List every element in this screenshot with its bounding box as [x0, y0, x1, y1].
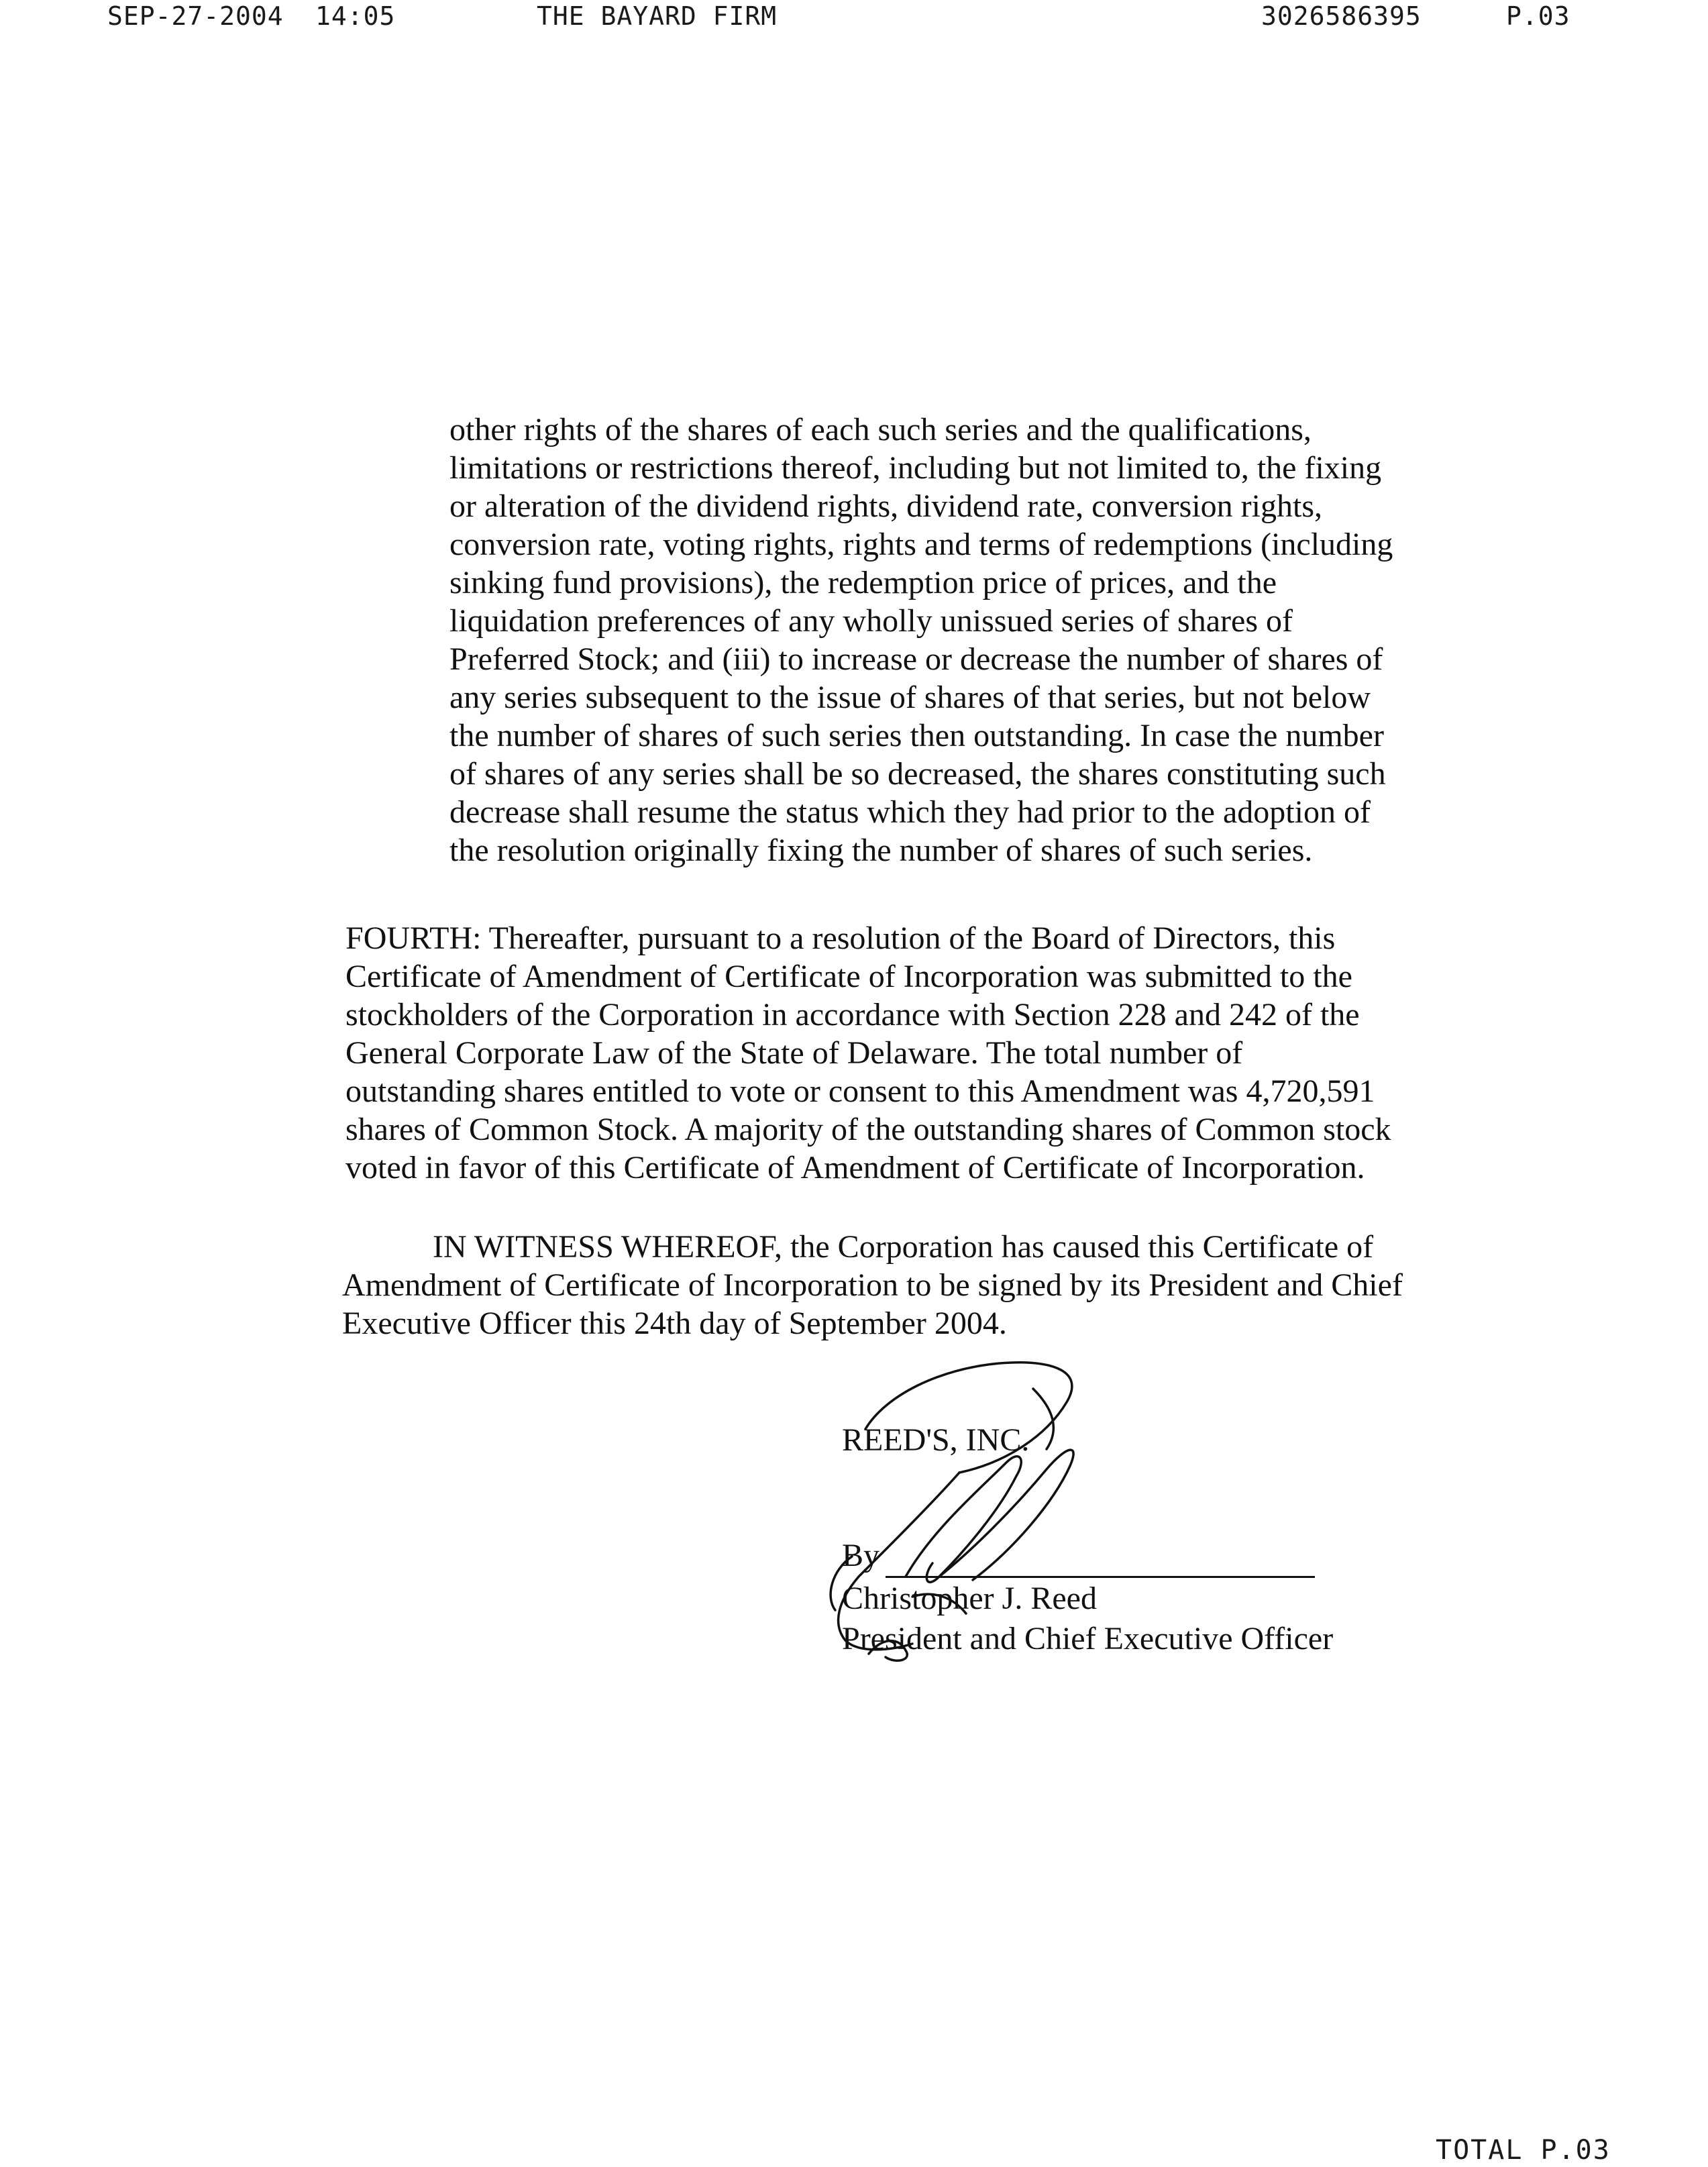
- company-name: REED'S, INC.: [842, 1422, 1030, 1458]
- paragraph-line: or alteration of the dividend rights, dividend rate, conversion rights,: [449, 488, 1323, 524]
- paragraph-line: Executive Officer this 24th day of September 2004.: [342, 1306, 1007, 1341]
- paragraph-line: Certificate of Amendment of Certificate of Incorporation was submitted to the: [345, 959, 1352, 994]
- signer-title: President and Chief Executive Officer: [842, 1621, 1334, 1656]
- witness-paragraph: [342, 1228, 1483, 1342]
- fax-total-pages: TOTAL P.03: [1436, 2135, 1611, 2166]
- paragraph-line: the number of shares of such series then outstanding. In case the number: [449, 718, 1384, 753]
- paragraph-line: shares of Common Stock. A majority of the outstanding shares of Common stock: [345, 1112, 1391, 1147]
- handwritten-signature-icon: [805, 1355, 1154, 1664]
- paragraph-line: IN WITNESS WHEREOF, the Corporation has caused this Certificate of: [433, 1229, 1374, 1265]
- paragraph-line: liquidation preferences of any wholly unissued series of shares of: [449, 603, 1293, 639]
- fax-time: 14:05: [315, 1, 396, 31]
- paragraph-line: of shares of any series shall be so decreased, the shares constituting such: [449, 756, 1386, 792]
- by-label: By: [842, 1538, 880, 1573]
- paragraph-line: stockholders of the Corporation in accordance with Section 228 and 242 of the: [345, 997, 1360, 1033]
- fax-header: [0, 0, 1708, 40]
- paragraph-line: other rights of the shares of each such series and the qualifications,: [449, 412, 1312, 447]
- paragraph-line: any series subsequent to the issue of shares of that series, but not below: [449, 680, 1371, 715]
- paragraph-line: voted in favor of this Certificate of Amendment of Certificate of Incorporation.: [345, 1150, 1365, 1185]
- paragraph-line: Preferred Stock; and (iii) to increase or decrease the number of shares of: [449, 641, 1383, 677]
- paragraph-line: decrease shall resume the status which they had prior to the adoption of: [449, 794, 1371, 830]
- paragraph-line: FOURTH: Thereafter, pursuant to a resolution of the Board of Directors, this: [345, 920, 1336, 956]
- fourth-paragraph: [345, 919, 1486, 1187]
- paragraph-line: outstanding shares entitled to vote or consent to this Amendment was 4,720,591: [345, 1073, 1375, 1109]
- fax-phone: 3026586395: [1261, 1, 1422, 31]
- fax-date: SEP-27-2004: [107, 1, 284, 31]
- continuation-paragraph: [449, 411, 1456, 869]
- signer-name: Christopher J. Reed: [842, 1581, 1097, 1616]
- paragraph-line: sinking fund provisions), the redemption price of prices, and the: [449, 565, 1277, 600]
- fax-page-number: P.03: [1506, 1, 1570, 31]
- paragraph-line: limitations or restrictions thereof, including but not limited to, the fixing: [449, 450, 1382, 486]
- paragraph-line: conversion rate, voting rights, rights and terms of redemptions (including: [449, 527, 1393, 562]
- paragraph-line: General Corporate Law of the State of Delaware. The total number of: [345, 1035, 1243, 1071]
- fax-sender: THE BAYARD FIRM: [537, 1, 778, 31]
- paragraph-line: Amendment of Certificate of Incorporation to be signed by its President and Chief: [342, 1267, 1403, 1303]
- paragraph-line: the resolution originally fixing the number of shares of such series.: [449, 833, 1313, 868]
